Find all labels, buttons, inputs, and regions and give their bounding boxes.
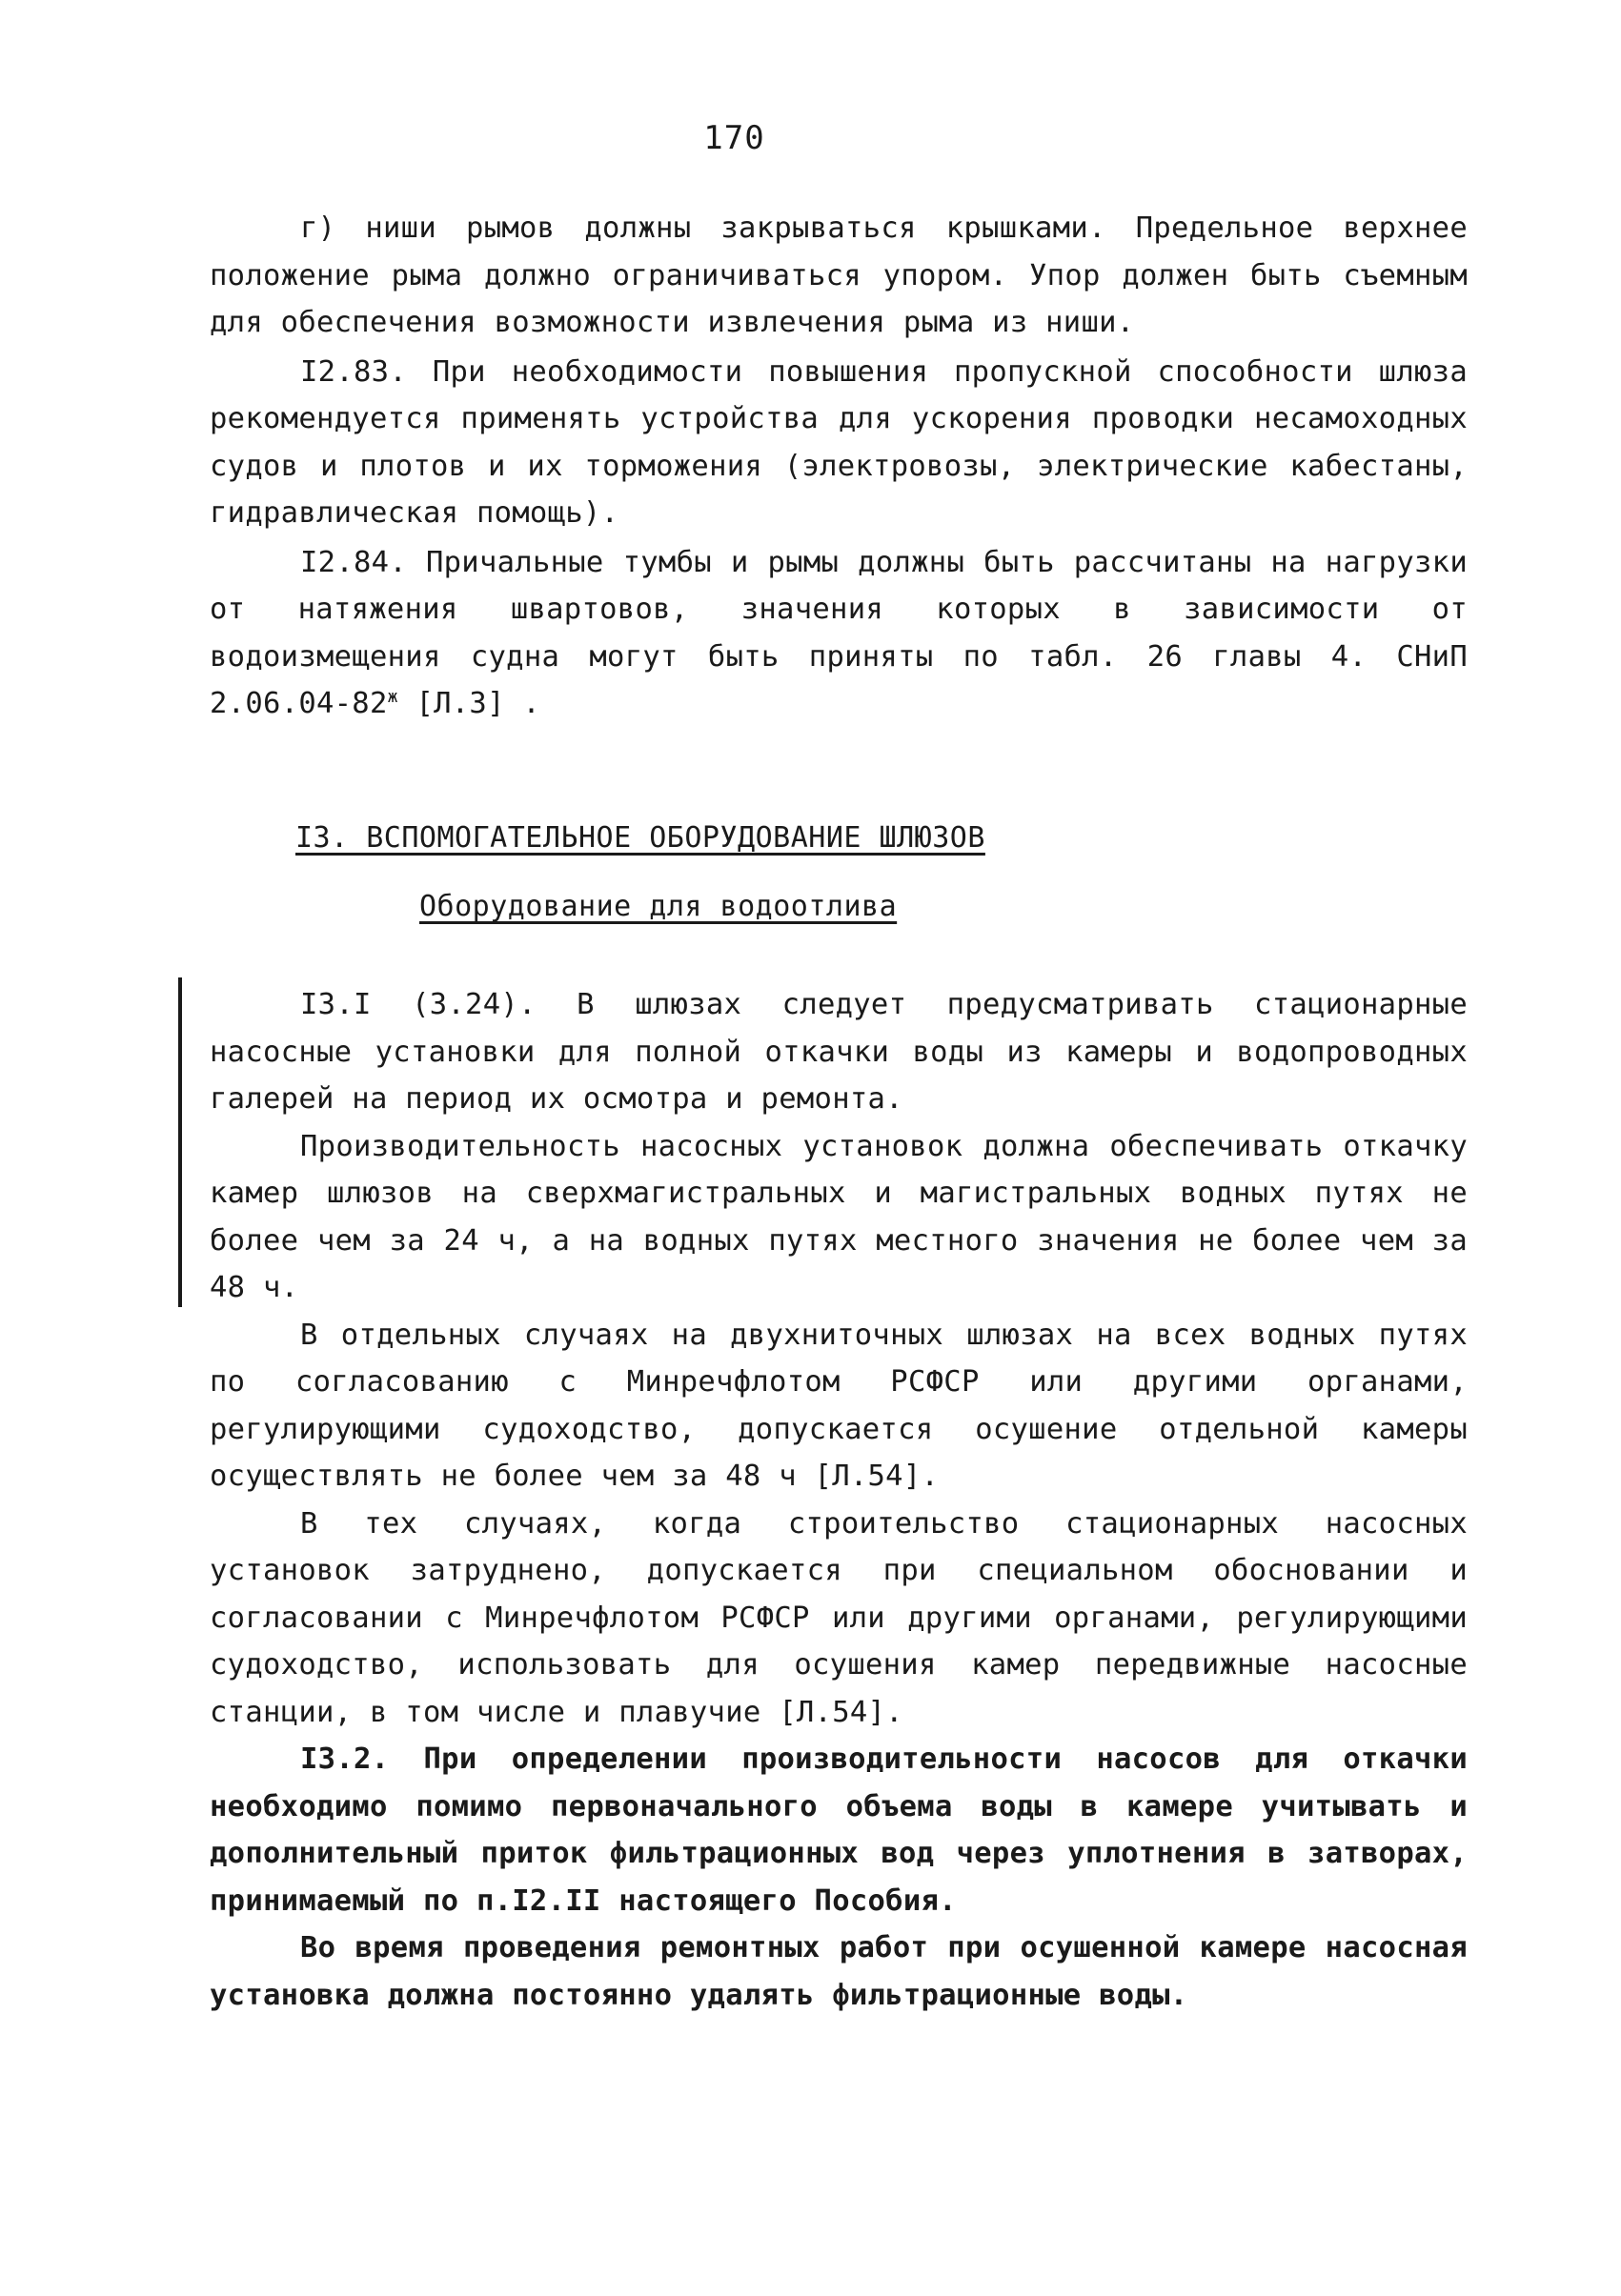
section-subtitle: Оборудование для водоотлива [419,890,898,923]
paragraph-productivity: Производительность насосных установок должна обеспечивать откачку камер шлюзов на сверхмагистральных и магистральных водных путях не более чем за 24 ч, а на водных путях местного значения не более чем за 48 ч. [210,1129,1468,1304]
page-number: 170 [703,119,765,157]
paragraph-mobile-pumps: В тех случаях, когда строительство стационарных насосных установок затруднено, допускается при специальном обосновании и согласовании с Минречфлотом РСФСР или другими органами, регулирующими судоходство, использовать для осушения камер передвижные насосные станции, в том числе и плавучие [Л.54]. [210,1506,1468,1729]
paragraph-separate-cases: В отдельных случаях на двухниточных шлюзах на всех водных путях по согласованию с Минречфлотом РСФСР или другими органами, регулирующими судоходство, допускается осушение отдельной камеры осуществлять не более чем за 48 ч [Л.54]. [210,1318,1468,1493]
paragraph-12-84-text: I2.84. Причальные тумбы и рымы должны быть рассчитаны на нагрузки от натяжения швартовов, значения которых в зависимости от водоизмещения судна могут быть приняты по табл. 26 главы 4. СНиП 2.06.04-82 [210,545,1468,720]
reference-l3: [Л.3] . [397,687,541,720]
section-13-text [210,981,1468,2019]
section-12-text [210,205,1468,728]
paragraph-g: г) ниши рымов должны закрываться крышками. Предельное верхнее положение рыма должно ограничиваться упором. Упор должен быть съемным для обеспечения возможности извлечения рыма из ниши. [210,211,1468,339]
footnote-mark: ж [387,686,398,707]
paragraph-12-83: I2.83. При необходимости повышения пропускной способности шлюза рекомендуется применять устройства для ускорения проводки несамоходных судов и плотов и их торможения (электровозы, электрические кабестаны, гидравлическая помощь). [210,354,1468,530]
paragraph-13-1: I3.I (3.24). В шлюзах следует предусматривать стационарные насосные установки для полной откачки воды из камеры и водопроводных галерей на период их осмотра и ремонта. [210,988,1468,1116]
paragraph-12-84 [210,539,1468,728]
paragraph-13-2: I3.2. При определении производительности насосов для откачки необходимо помимо первоначального объема воды в камере учитывать и дополнительный приток фильтрационных вод через уплотнения в затворах, принимаемый по п.I2.II настоящего Пособия. [210,1742,1468,1918]
section-title: I3. ВСПОМОГАТЕЛЬНОЕ ОБОРУДОВАНИЕ ШЛЮЗОВ [295,821,985,855]
paragraph-repair-works: Во время проведения ремонтных работ при осушенной камере насосная установка должна постоянно удалять фильтрационные воды. [210,1931,1468,2012]
margin-change-bar [178,977,182,1307]
